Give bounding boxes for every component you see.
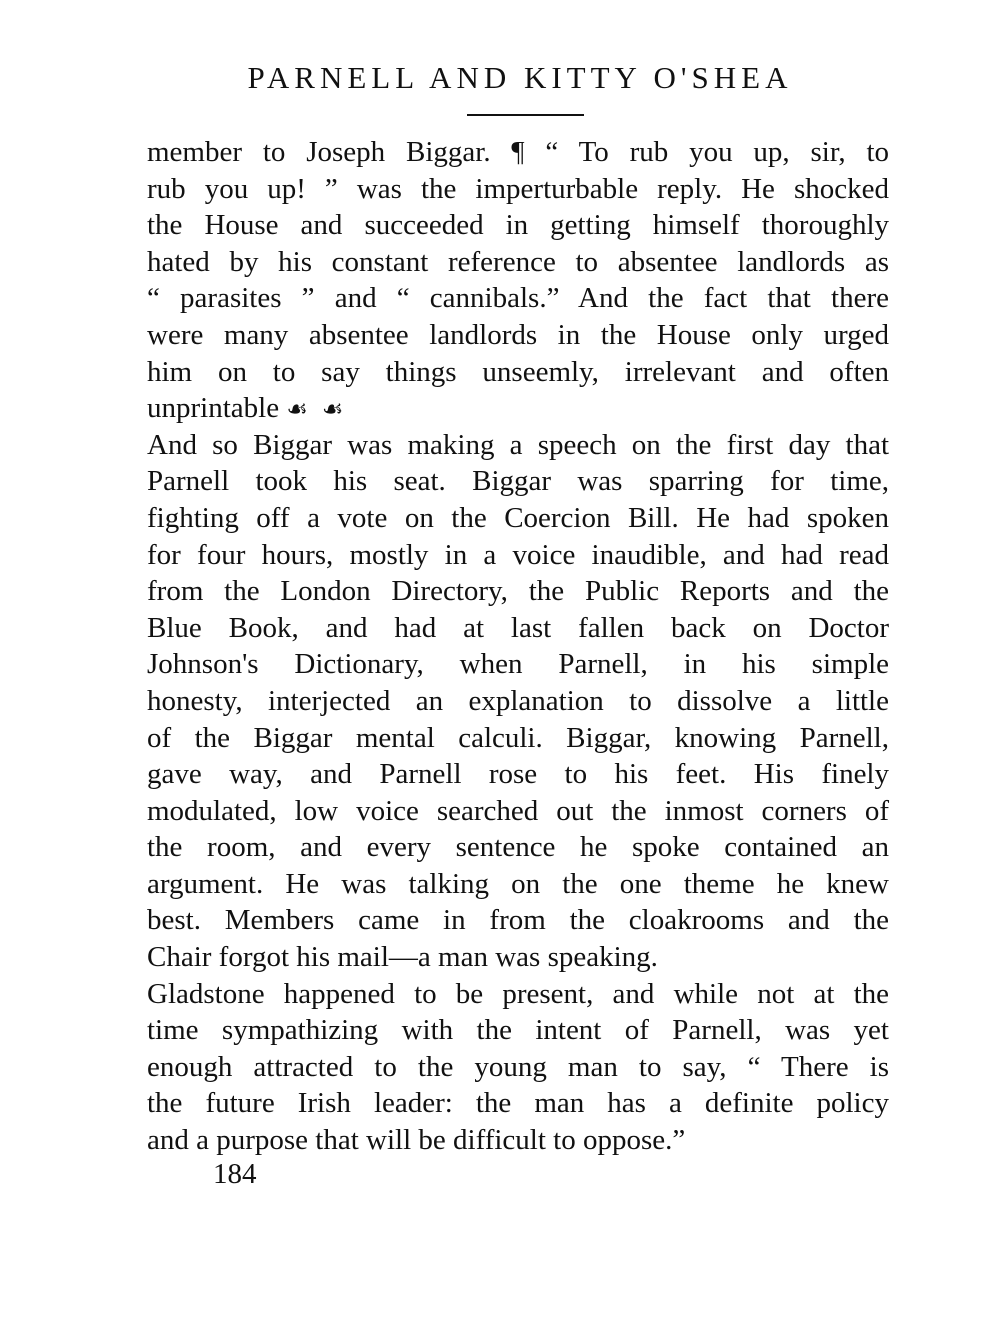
text-line: time sympathizing with the intent of Parnell, was yet bbox=[147, 1014, 889, 1047]
text-line: Blue Book, and had at last fallen back on Doctor bbox=[147, 611, 889, 644]
text-line: him on to say things unseemly, irrelevant and often bbox=[147, 355, 889, 388]
text-line: honesty, interjected an explanation to dissolve a little bbox=[147, 684, 889, 717]
text-line: member to Joseph Biggar. ¶ “ To rub you up, sir, to bbox=[147, 136, 889, 168]
text-line: the room, and every sentence he spoke contained an bbox=[147, 831, 889, 864]
text-line: the House and succeeded in getting himself thoroughly bbox=[147, 209, 889, 242]
text-line: the future Irish leader: the man has a definite policy bbox=[147, 1087, 889, 1120]
text-line: hated by his constant reference to absentee landlords as bbox=[147, 245, 889, 278]
text-line: gave way, and Parnell rose to his feet. His finely bbox=[147, 758, 889, 791]
text-line: Johnson's Dictionary, when Parnell, in his simple bbox=[147, 648, 889, 681]
text-line: “ parasites ” and “ cannibals.” And the fact that there bbox=[147, 282, 889, 315]
running-head: PARNELL AND KITTY O'SHEA bbox=[247, 60, 793, 95]
text-line-segment: unprintable bbox=[147, 392, 280, 425]
text-line: for four hours, mostly in a voice inaudible, and had read bbox=[147, 538, 889, 571]
text-line: And so Biggar was making a speech on the first day that bbox=[147, 428, 889, 461]
leaf-ornament-icon: ☙ ☙ bbox=[286, 397, 348, 424]
text-line: Chair forgot his mail—a man was speaking. bbox=[147, 941, 658, 974]
page-number: 184 bbox=[213, 1158, 257, 1190]
text-line: were many absentee landlords in the House only urged bbox=[147, 318, 889, 351]
text-line bbox=[147, 390, 889, 427]
text-line: rub you up! ” was the imperturbable reply. He shocked bbox=[147, 172, 889, 205]
text-line: modulated, low voice searched out the inmost corners of bbox=[147, 794, 889, 827]
text-line: and a purpose that will be difficult to oppose.” bbox=[147, 1124, 686, 1157]
body-text bbox=[147, 134, 889, 1159]
text-line: Gladstone happened to be present, and while not at the bbox=[147, 977, 889, 1010]
text-line: best. Members came in from the cloakrooms and the bbox=[147, 904, 889, 937]
text-line: from the London Directory, the Public Reports and the bbox=[147, 575, 889, 608]
text-line: of the Biggar mental calculi. Biggar, knowing Parnell, bbox=[147, 721, 889, 754]
head-rule bbox=[467, 114, 584, 116]
text-line: enough attracted to the young man to say, “ There is bbox=[147, 1050, 889, 1083]
text-line: Parnell took his seat. Biggar was sparring for time, bbox=[147, 465, 889, 498]
text-line: fighting off a vote on the Coercion Bill. He had spoken bbox=[147, 501, 889, 534]
text-line: argument. He was talking on the one theme he knew bbox=[147, 867, 889, 900]
